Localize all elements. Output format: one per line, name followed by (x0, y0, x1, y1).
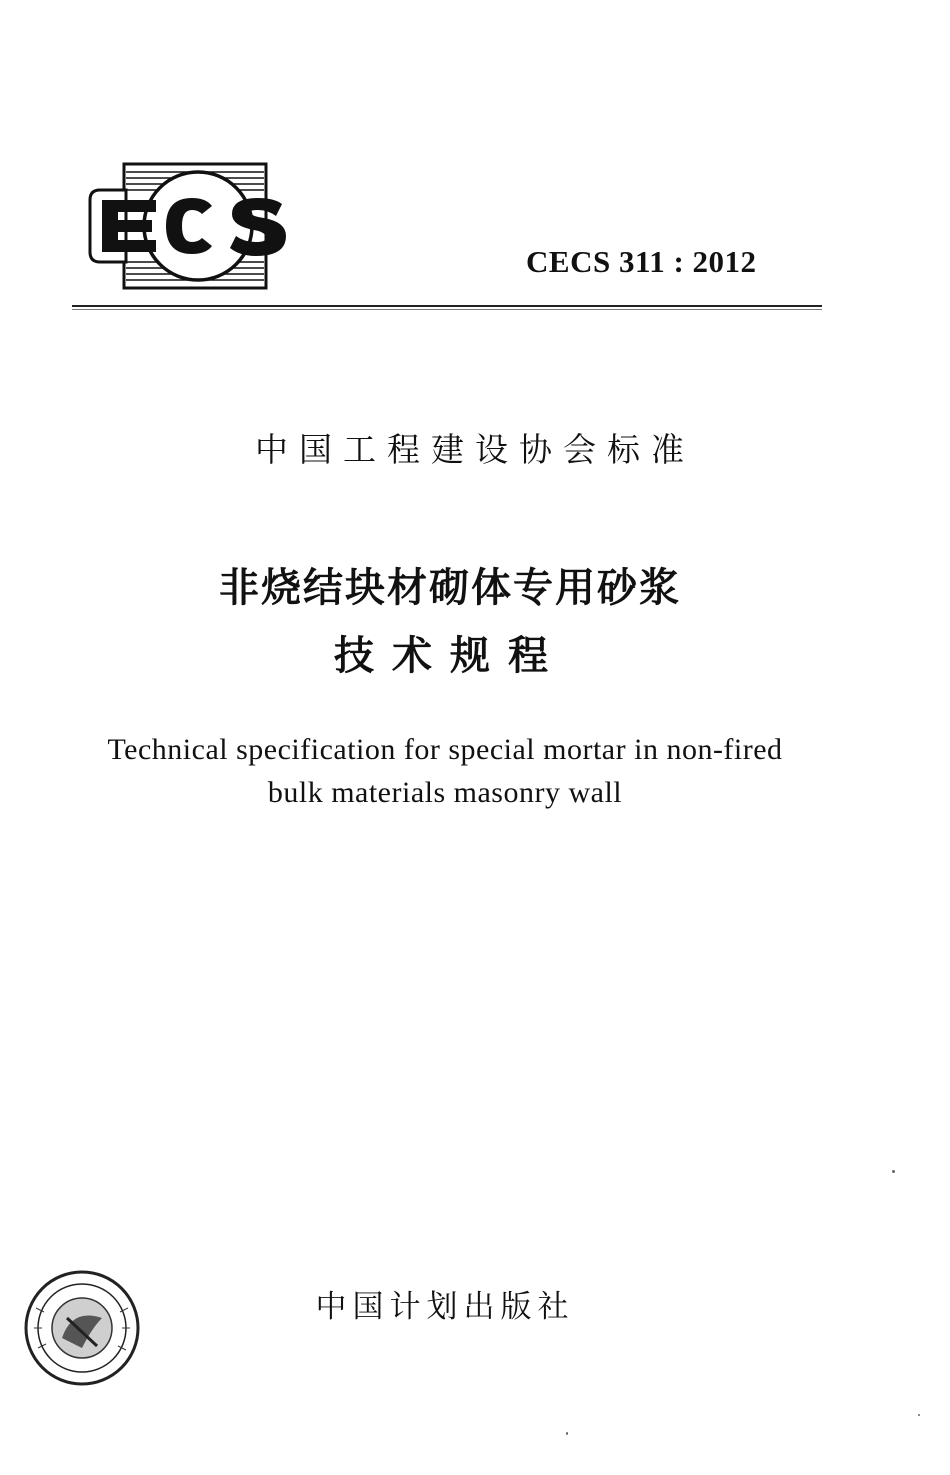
title-english-line1: Technical specification for special mortar in non-fired (107, 733, 783, 766)
header-divider-thin (72, 309, 822, 310)
standard-number: CECS 311 : 2012 (526, 244, 757, 279)
ecs-logo (86, 160, 296, 292)
publisher-name: 中国计划出版社 (315, 1289, 575, 1325)
header-divider (72, 305, 822, 307)
title-chinese-line2: 技术规程 (334, 633, 566, 679)
scan-speck (892, 1170, 895, 1173)
title-chinese-line1: 非烧结块材砌体专用砂浆 (219, 565, 681, 611)
scan-speck (566, 1432, 568, 1435)
association-name: 中国工程建设协会标准 (255, 430, 695, 469)
scan-speck (918, 1414, 920, 1416)
title-english (0, 728, 890, 814)
title-english-line2: bulk materials masonry wall (267, 776, 623, 809)
